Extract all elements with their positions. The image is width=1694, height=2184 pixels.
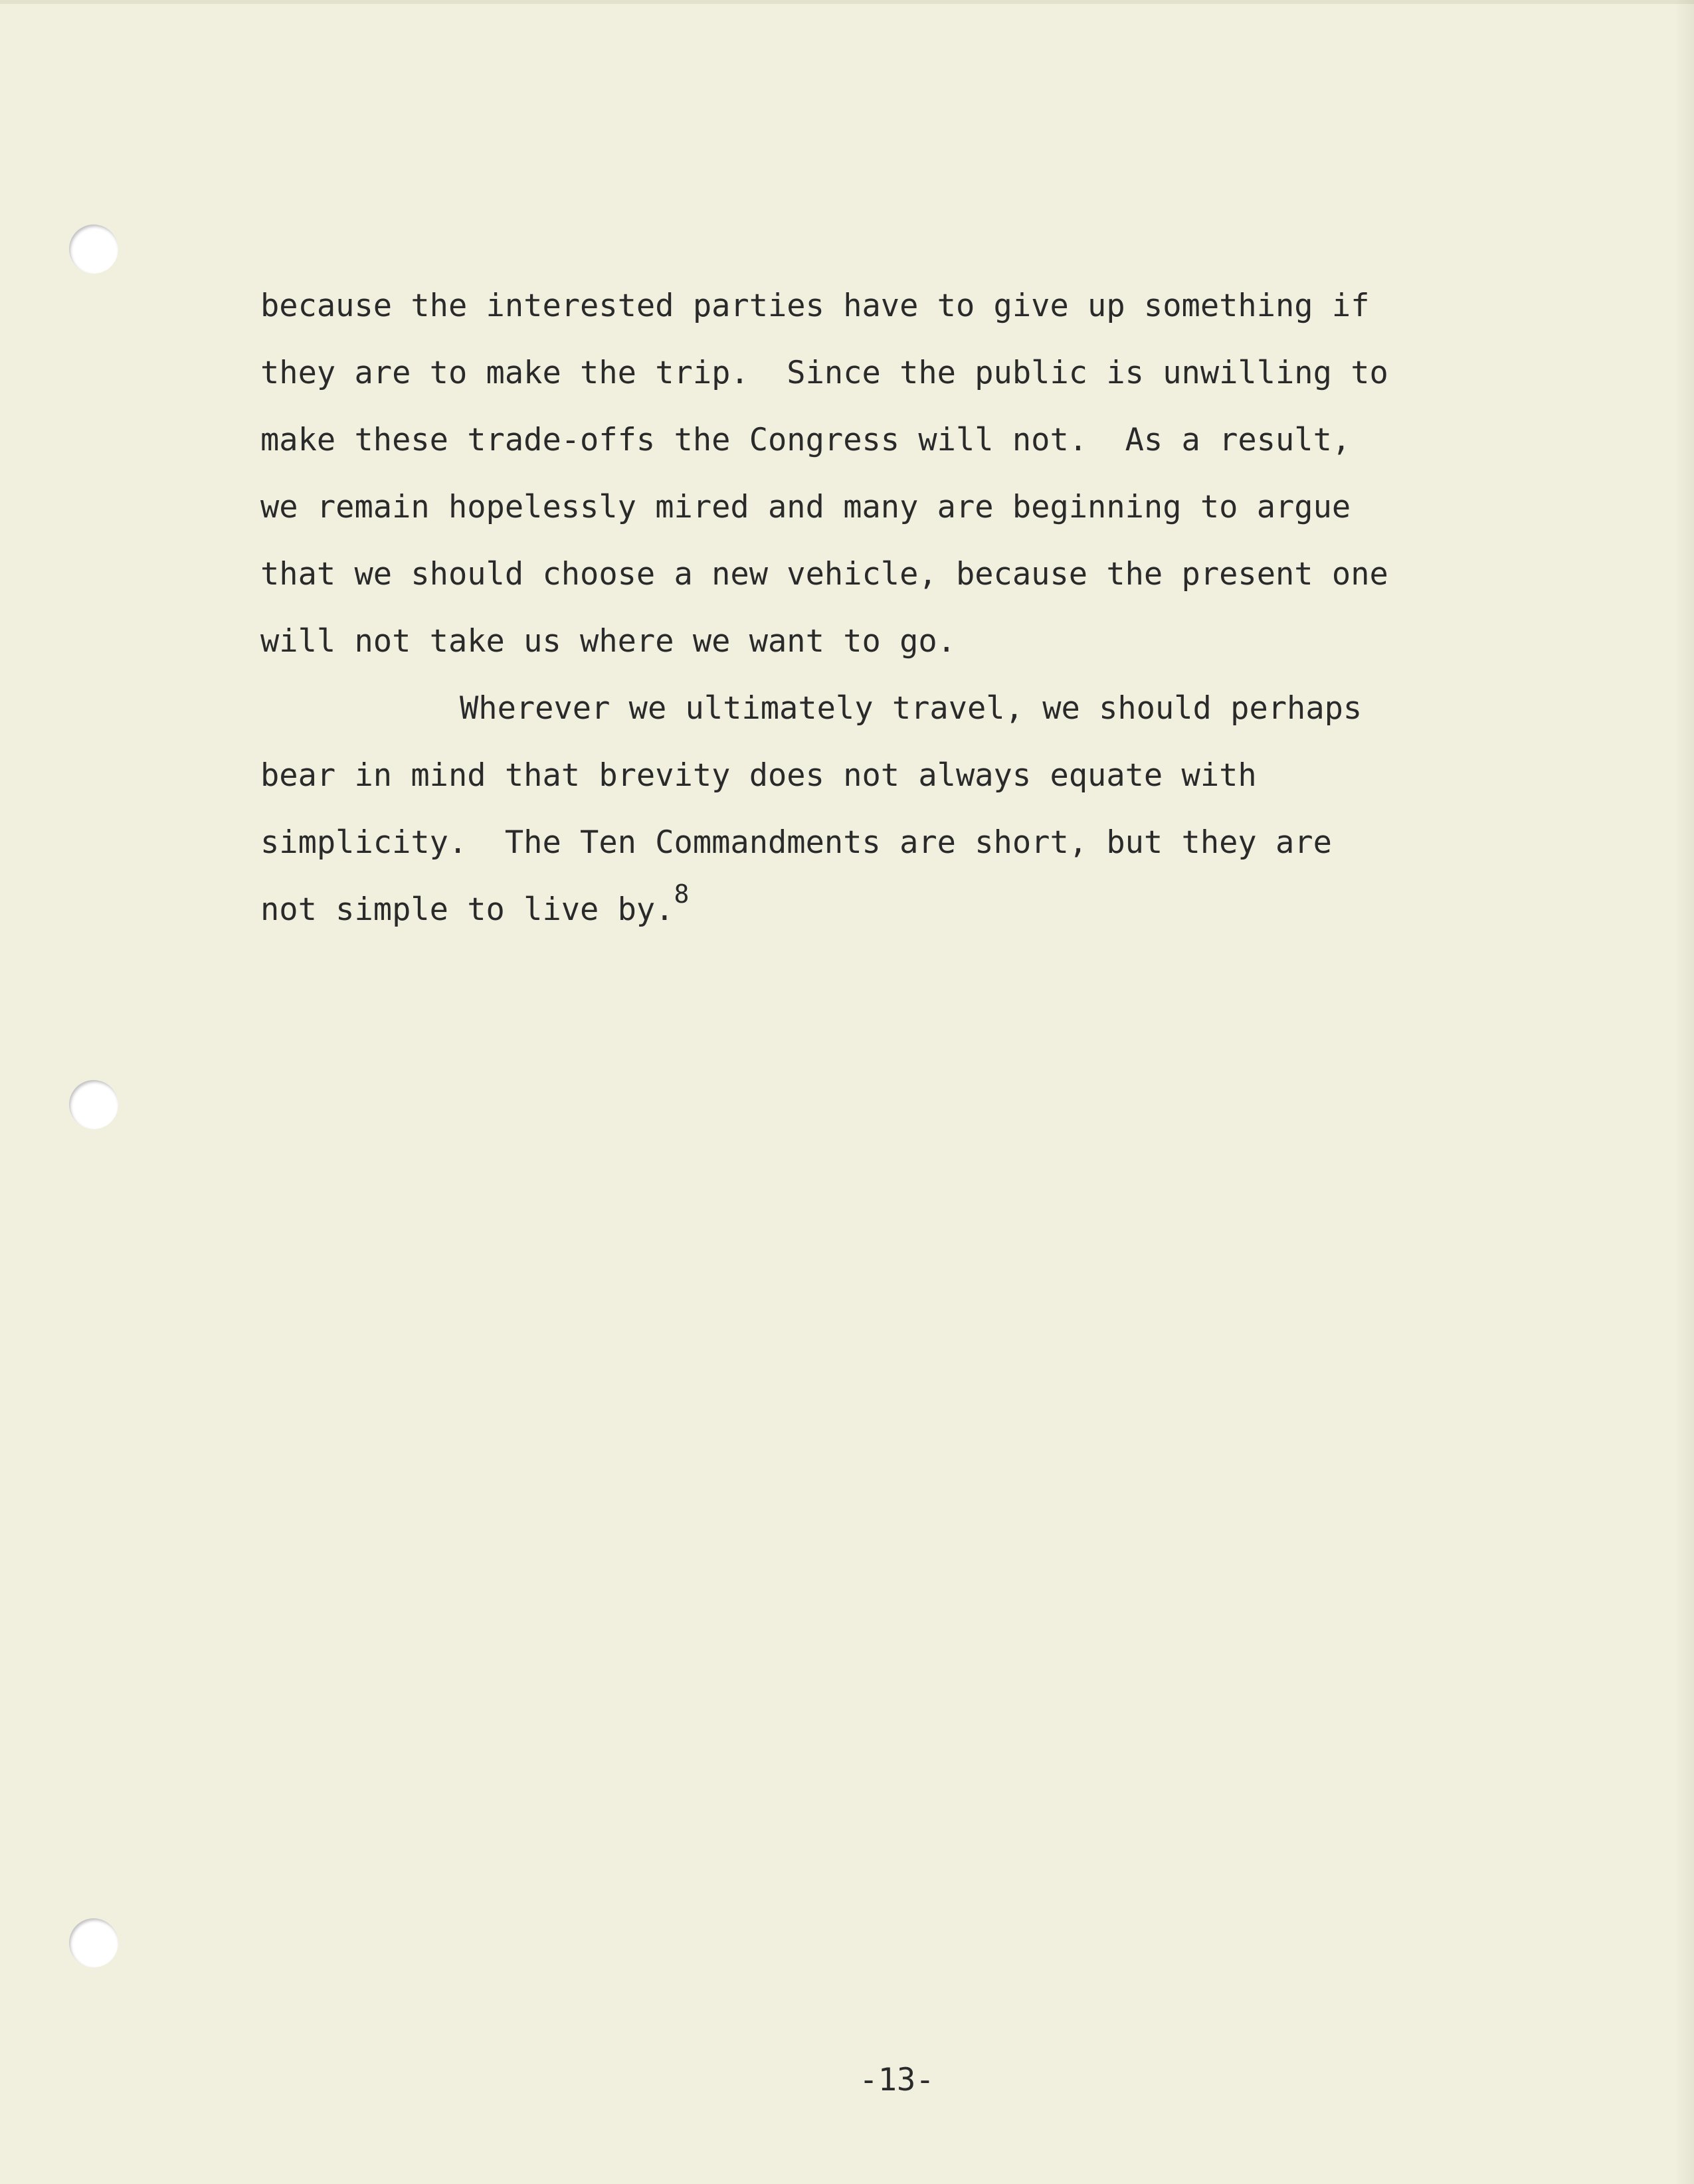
text-line-last: [260, 876, 1496, 943]
page-number: -13-: [859, 2062, 935, 2098]
text-line: Wherever we ultimately travel, we should perhaps: [460, 690, 1363, 727]
text-line: because the interested parties have to give up something if: [260, 288, 1370, 324]
text-line: simplicity. The Ten Commandments are short, but they are: [260, 824, 1332, 861]
binder-hole-bottom: [69, 1918, 118, 1967]
text-line-content: not simple to live by.: [260, 891, 674, 928]
footnote-reference: 8: [674, 879, 690, 909]
text-line: they are to make the trip. Since the public is unwilling to: [260, 355, 1388, 391]
text-line: that we should choose a new vehicle, because the present one: [260, 556, 1388, 592]
text-line: will not take us where we want to go.: [260, 623, 956, 660]
binder-hole-middle: [69, 1080, 118, 1129]
text-line: bear in mind that brevity does not always equate with: [260, 757, 1257, 794]
paragraph-2: [260, 675, 1496, 943]
paragraph-1: [260, 272, 1496, 675]
binder-hole-top: [69, 225, 118, 274]
text-line: we remain hopelessly mired and many are beginning to argue: [260, 489, 1351, 525]
text-line: make these trade-offs the Congress will not. As a result,: [260, 422, 1351, 458]
body-text: [260, 272, 1496, 943]
